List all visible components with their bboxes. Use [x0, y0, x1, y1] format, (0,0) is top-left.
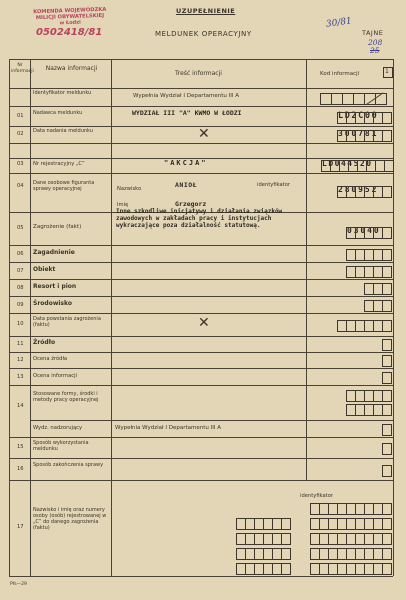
row-label-ocena-informacji: Ocena informacji — [33, 373, 77, 379]
classification-label: TAJNE — [362, 29, 384, 37]
code-nadawca: LD2C00 — [338, 111, 379, 121]
row-label-sposob-zakonczenia: Sposób zakończenia sprawy — [33, 462, 104, 468]
row-label-srodowisko: Środowisko — [33, 300, 72, 307]
row-nr-16: 16 — [17, 466, 24, 472]
column-header-nazwa: Nazwa informacji — [45, 65, 98, 72]
row-label-nr-rejestracyjny: Nr rejestracyjny „C” — [33, 161, 85, 167]
imie-label: Imię — [117, 202, 129, 208]
row-content-zagrozenie: Inne szkodliwe inicjatywy i działania związków zawodowych w zakładach pracy i instytucjach wykraczające poza działalność statutową. — [116, 208, 283, 230]
code-data-nadania: 300781 — [338, 129, 379, 138]
row-label-wydz-nadzorujacy: Wydz. nadzorujący — [33, 425, 83, 431]
row-content-nr-rejestracyjny: "AKCJA" — [164, 159, 208, 167]
row-nr-15: 15 — [17, 444, 24, 450]
row-nr-02: 02 — [17, 131, 24, 137]
row-label-sposob-wykorzystania: Sposób wykorzystania meldunku — [33, 440, 89, 452]
row-label-dane-osobowe: Dane osobowe figuranta sprawy operacyjnej — [33, 180, 95, 192]
row-label-data-powstania: Data powstania zagrożenia (faktu) — [33, 316, 101, 328]
document-title: MELDUNEK OPERACYJNY — [155, 30, 252, 38]
row-nr-10: 10 — [17, 321, 24, 327]
nazwisko-label: Nazwisko — [117, 186, 142, 192]
row-nr-09: 09 — [17, 302, 24, 308]
uzupelnienie-heading: UZUPEŁNIENIE — [176, 7, 236, 15]
row-label-obiekt: Obiekt — [33, 266, 56, 273]
row-nr-11: 11 — [17, 341, 24, 347]
stamp-number: 0502418/81 — [36, 27, 103, 38]
row-nr-12: 12 — [17, 357, 24, 363]
imie-value: Grzegorz — [175, 200, 207, 208]
row-label-formy: Stosowane formy, środki i metody pracy operacyjnej — [33, 391, 99, 403]
code-zagrozenie: 03040 — [347, 226, 381, 235]
kod-number: 1 — [385, 68, 389, 75]
code-dane-osobowe: 280952 — [338, 185, 379, 194]
row-label-resort: Resort i pion — [33, 283, 77, 290]
row-nr-01: 01 — [17, 113, 24, 119]
row-nr-08: 08 — [17, 285, 24, 291]
row-content-identyfikator: Wypełnia Wydział I Departamentu III A — [133, 93, 239, 99]
stamp-line-1: KOMENDA WOJEWÓDZKA — [33, 6, 107, 16]
row-label-nazwisko-imie: Nazwisko i imię oraz numery osoby (osób) rejestrowanej w „C” do danego zagrożenia (faktu) — [33, 507, 107, 531]
cross-mark-data-powstania: ✕ — [198, 315, 210, 331]
handwritten-number-top: 30/81 — [325, 16, 353, 30]
row-nr-13: 13 — [17, 374, 24, 380]
row-label-ocena-zrodla: Ocena źródła — [33, 356, 68, 362]
stamp-line-3: w Łodzi — [59, 19, 81, 27]
cross-mark-data-nadania: ✕ — [198, 126, 210, 142]
nazwisko-value: ANIOŁ — [175, 181, 198, 189]
row-label-zagrozenie: Zagrożenie (fakt) — [33, 224, 82, 230]
handwritten-number-low: 25 — [370, 46, 380, 55]
row17-identyfikator-label: identyfikator — [300, 493, 334, 499]
row-label-zrodlo: Źródło — [33, 339, 56, 346]
column-header-tresc: Treść informacji — [175, 70, 222, 77]
column-header-kod: Kod informacji — [320, 71, 360, 77]
row-nr-07: 07 — [17, 268, 24, 274]
row-nr-03: 03 — [17, 161, 24, 167]
row-nr-05: 05 — [17, 225, 24, 231]
column-header-nr: Nr informacji — [11, 63, 34, 74]
stamp-line-2: MILICJI OBYWATELSKIEJ — [35, 12, 105, 22]
row-nr-04: 04 — [17, 183, 24, 189]
row-nr-06: 06 — [17, 251, 24, 257]
row-content-nadawca: WYDZIAŁ III "A" KWMO W ŁODZI — [132, 109, 242, 117]
office-stamp — [30, 7, 111, 28]
code-nr-rejestracyjny: LD044520 — [322, 159, 373, 168]
row-label-zagadnienie: Zagadnienie — [33, 249, 75, 256]
row-nr-17: 17 — [17, 524, 24, 530]
row-label-identyfikator: Identyfikator meldunku — [33, 90, 92, 96]
footer-form-code: Pfs—29 — [10, 582, 27, 587]
row-label-data-nadania: Data nadania meldunku — [33, 128, 93, 134]
person-identyfikator-label: identyfikator — [257, 182, 291, 188]
handwritten-number-mid: 208 — [368, 38, 383, 47]
row-content-wydz-nadzorujacy: Wypełnia Wydział I Departamentu III A — [115, 425, 221, 431]
row-nr-14: 14 — [17, 403, 24, 409]
row-label-nadawca: Nadawca meldunku — [33, 110, 83, 116]
